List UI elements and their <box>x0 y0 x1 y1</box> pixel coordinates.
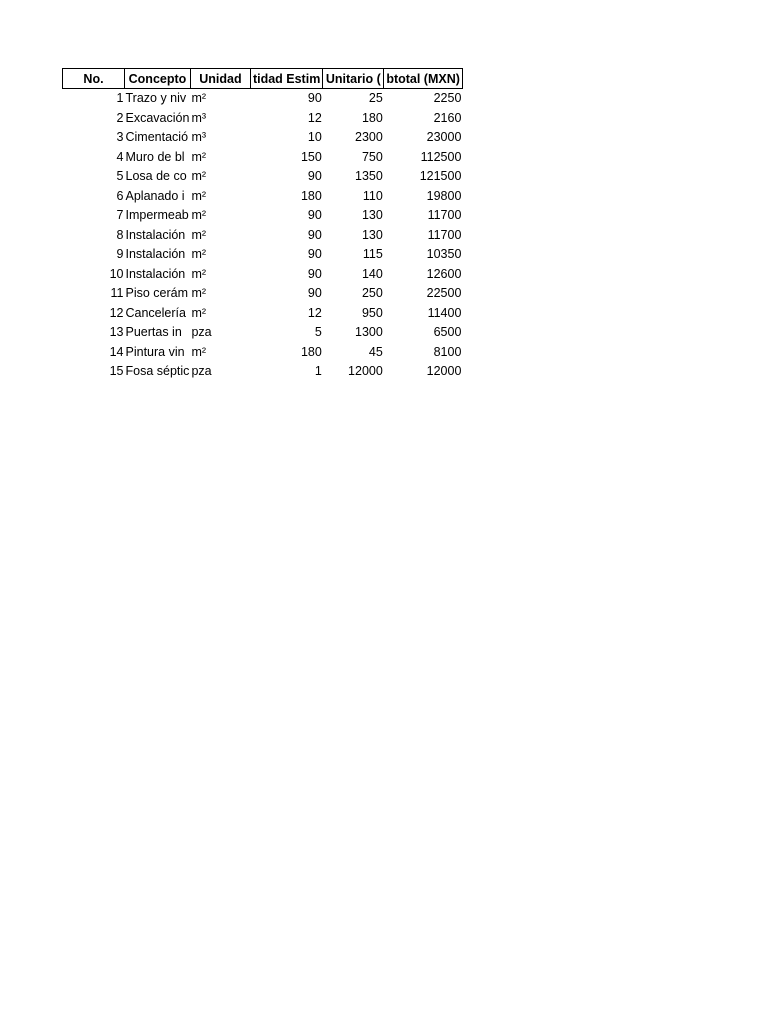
row-subtotal-cell[interactable]: 12600 <box>426 266 462 281</box>
row-unidad-cell[interactable]: pza <box>191 364 212 378</box>
row-no-cell[interactable]: 10 <box>109 266 124 281</box>
row-no-cell[interactable]: 9 <box>116 247 124 261</box>
header-unidad[interactable]: Unidad <box>190 69 250 89</box>
row-unidad-cell[interactable]: m² <box>191 208 207 222</box>
row-unitario-cell[interactable]: 950 <box>361 305 383 320</box>
row-cantidad-cell[interactable]: 90 <box>307 169 322 183</box>
header-no[interactable]: No. <box>63 69 125 89</box>
row-unitario-cell[interactable]: 140 <box>361 266 383 281</box>
row-subtotal-cell[interactable]: 19800 <box>426 188 462 203</box>
row-cantidad-cell[interactable]: 1 <box>314 364 322 378</box>
row-subtotal-cell[interactable]: 112500 <box>420 149 462 164</box>
table-row <box>63 343 463 363</box>
row-subtotal-cell[interactable]: 12000 <box>426 364 462 378</box>
row-subtotal-cell[interactable]: 22500 <box>426 286 462 300</box>
row-unidad-cell[interactable]: m² <box>191 149 207 164</box>
table-row <box>63 187 463 207</box>
row-cantidad-cell[interactable]: 90 <box>307 247 322 261</box>
row-cantidad-cell[interactable]: 12 <box>307 305 322 320</box>
row-cantidad-cell[interactable]: 90 <box>307 208 322 222</box>
table-row <box>63 109 463 129</box>
row-no-cell[interactable]: 8 <box>116 227 124 242</box>
row-concepto-cell[interactable]: Impermeab <box>125 208 189 222</box>
row-no-cell[interactable]: 2 <box>116 110 124 125</box>
row-concepto-cell[interactable]: Fosa séptic <box>125 364 190 378</box>
row-unidad-cell[interactable]: m² <box>191 286 207 300</box>
row-no-cell[interactable]: 11 <box>110 286 124 300</box>
table-body <box>63 89 463 382</box>
row-concepto-cell[interactable]: Aplanado i <box>125 188 185 203</box>
row-no-cell[interactable]: 4 <box>116 149 124 164</box>
row-no-cell[interactable]: 1 <box>116 91 124 105</box>
row-cantidad-cell[interactable]: 90 <box>307 91 322 105</box>
table-row <box>63 89 463 109</box>
header-subtotal[interactable]: btotal (MXN) <box>384 69 463 89</box>
header-row <box>63 69 463 89</box>
row-unitario-cell[interactable]: 45 <box>368 344 383 359</box>
row-unitario-cell[interactable]: 2300 <box>355 130 383 144</box>
row-cantidad-cell[interactable]: 5 <box>314 325 322 339</box>
row-unitario-cell[interactable]: 250 <box>361 286 383 300</box>
header-cantidad[interactable]: tidad Estim <box>250 69 322 89</box>
header-unitario[interactable]: Unitario ( <box>323 69 384 89</box>
table-row <box>63 167 463 187</box>
row-concepto-cell[interactable]: Excavación <box>125 110 190 125</box>
row-subtotal-cell[interactable]: 2250 <box>433 91 462 105</box>
table-row <box>63 323 463 343</box>
row-unidad-cell[interactable]: m² <box>191 305 207 320</box>
row-no-cell[interactable]: 5 <box>116 169 124 183</box>
row-subtotal-cell[interactable]: 8100 <box>433 344 462 359</box>
table-row <box>63 148 463 168</box>
row-concepto-cell[interactable]: Instalación <box>125 266 186 281</box>
table-row <box>63 226 463 246</box>
row-unitario-cell[interactable]: 1300 <box>355 325 383 339</box>
row-unidad-cell[interactable]: m² <box>191 188 207 203</box>
row-unitario-cell[interactable]: 12000 <box>348 364 383 378</box>
row-unitario-cell[interactable]: 115 <box>362 247 383 261</box>
row-unidad-cell[interactable]: m² <box>191 91 207 105</box>
row-concepto-cell[interactable]: Muro de bl <box>125 149 185 164</box>
row-concepto-cell[interactable]: Puertas in <box>125 325 182 339</box>
row-unitario-cell[interactable]: 180 <box>361 110 383 125</box>
row-unitario-cell[interactable]: 110 <box>362 188 383 203</box>
row-subtotal-cell[interactable]: 11400 <box>427 305 462 320</box>
row-concepto-cell[interactable]: Piso cerám <box>125 286 189 300</box>
table-row <box>63 362 463 382</box>
row-unitario-cell[interactable]: 130 <box>361 208 383 222</box>
row-unidad-cell[interactable]: m² <box>191 266 207 281</box>
table-row <box>63 265 463 285</box>
row-cantidad-cell[interactable]: 180 <box>300 188 322 203</box>
row-concepto-cell[interactable]: Cimentació <box>125 130 189 144</box>
row-unitario-cell[interactable]: 750 <box>361 149 383 164</box>
table-row <box>63 206 463 226</box>
table-row <box>63 245 463 265</box>
row-unidad-cell[interactable]: m² <box>191 344 207 359</box>
row-concepto-cell[interactable]: Instalación <box>125 247 186 261</box>
row-cantidad-cell[interactable]: 90 <box>307 286 322 300</box>
row-cantidad-cell[interactable]: 10 <box>307 130 322 144</box>
row-no-cell[interactable]: 14 <box>109 344 124 359</box>
row-subtotal-cell[interactable]: 11700 <box>427 227 462 242</box>
row-concepto-cell[interactable]: Trazo y niv <box>125 91 187 105</box>
row-subtotal-cell[interactable]: 6500 <box>433 325 462 339</box>
row-no-cell[interactable]: 3 <box>116 130 124 144</box>
row-concepto-cell[interactable]: Losa de co <box>125 169 187 183</box>
budget-table <box>62 68 463 382</box>
row-cantidad-cell[interactable]: 12 <box>307 110 322 125</box>
table-row <box>63 128 463 148</box>
row-no-cell[interactable]: 13 <box>109 325 124 339</box>
row-cantidad-cell[interactable]: 90 <box>307 266 322 281</box>
row-cantidad-cell[interactable]: 90 <box>307 227 322 242</box>
row-unidad-cell[interactable]: pza <box>191 325 212 339</box>
row-subtotal-cell[interactable]: 10350 <box>426 247 462 261</box>
row-no-cell[interactable]: 7 <box>116 208 124 222</box>
row-no-cell[interactable]: 12 <box>109 305 124 320</box>
row-subtotal-cell[interactable]: 11700 <box>427 208 462 222</box>
row-no-cell[interactable]: 6 <box>116 188 124 203</box>
header-concepto[interactable]: Concepto <box>125 69 191 89</box>
row-no-cell[interactable]: 15 <box>109 364 124 378</box>
row-unidad-cell[interactable]: m² <box>191 227 207 242</box>
table-row <box>63 284 463 304</box>
row-unitario-cell[interactable]: 130 <box>361 227 383 242</box>
table-row <box>63 304 463 324</box>
row-concepto-cell[interactable]: Instalación <box>125 227 186 242</box>
row-unidad-cell[interactable]: m² <box>191 247 207 261</box>
row-cantidad-cell[interactable]: 180 <box>300 344 322 359</box>
row-unitario-cell[interactable]: 1350 <box>355 169 383 183</box>
row-unidad-cell[interactable]: m² <box>191 169 207 183</box>
row-unidad-cell[interactable]: m³ <box>191 110 207 125</box>
row-unidad-cell[interactable]: m³ <box>191 130 207 144</box>
row-unitario-cell[interactable]: 25 <box>368 91 383 105</box>
row-subtotal-cell[interactable]: 121500 <box>419 169 462 183</box>
row-subtotal-cell[interactable]: 23000 <box>426 130 462 144</box>
row-concepto-cell[interactable]: Cancelería <box>125 305 186 320</box>
spreadsheet <box>62 68 463 382</box>
row-cantidad-cell[interactable]: 150 <box>300 149 322 164</box>
row-subtotal-cell[interactable]: 2160 <box>433 110 462 125</box>
row-concepto-cell[interactable]: Pintura vin <box>125 344 185 359</box>
